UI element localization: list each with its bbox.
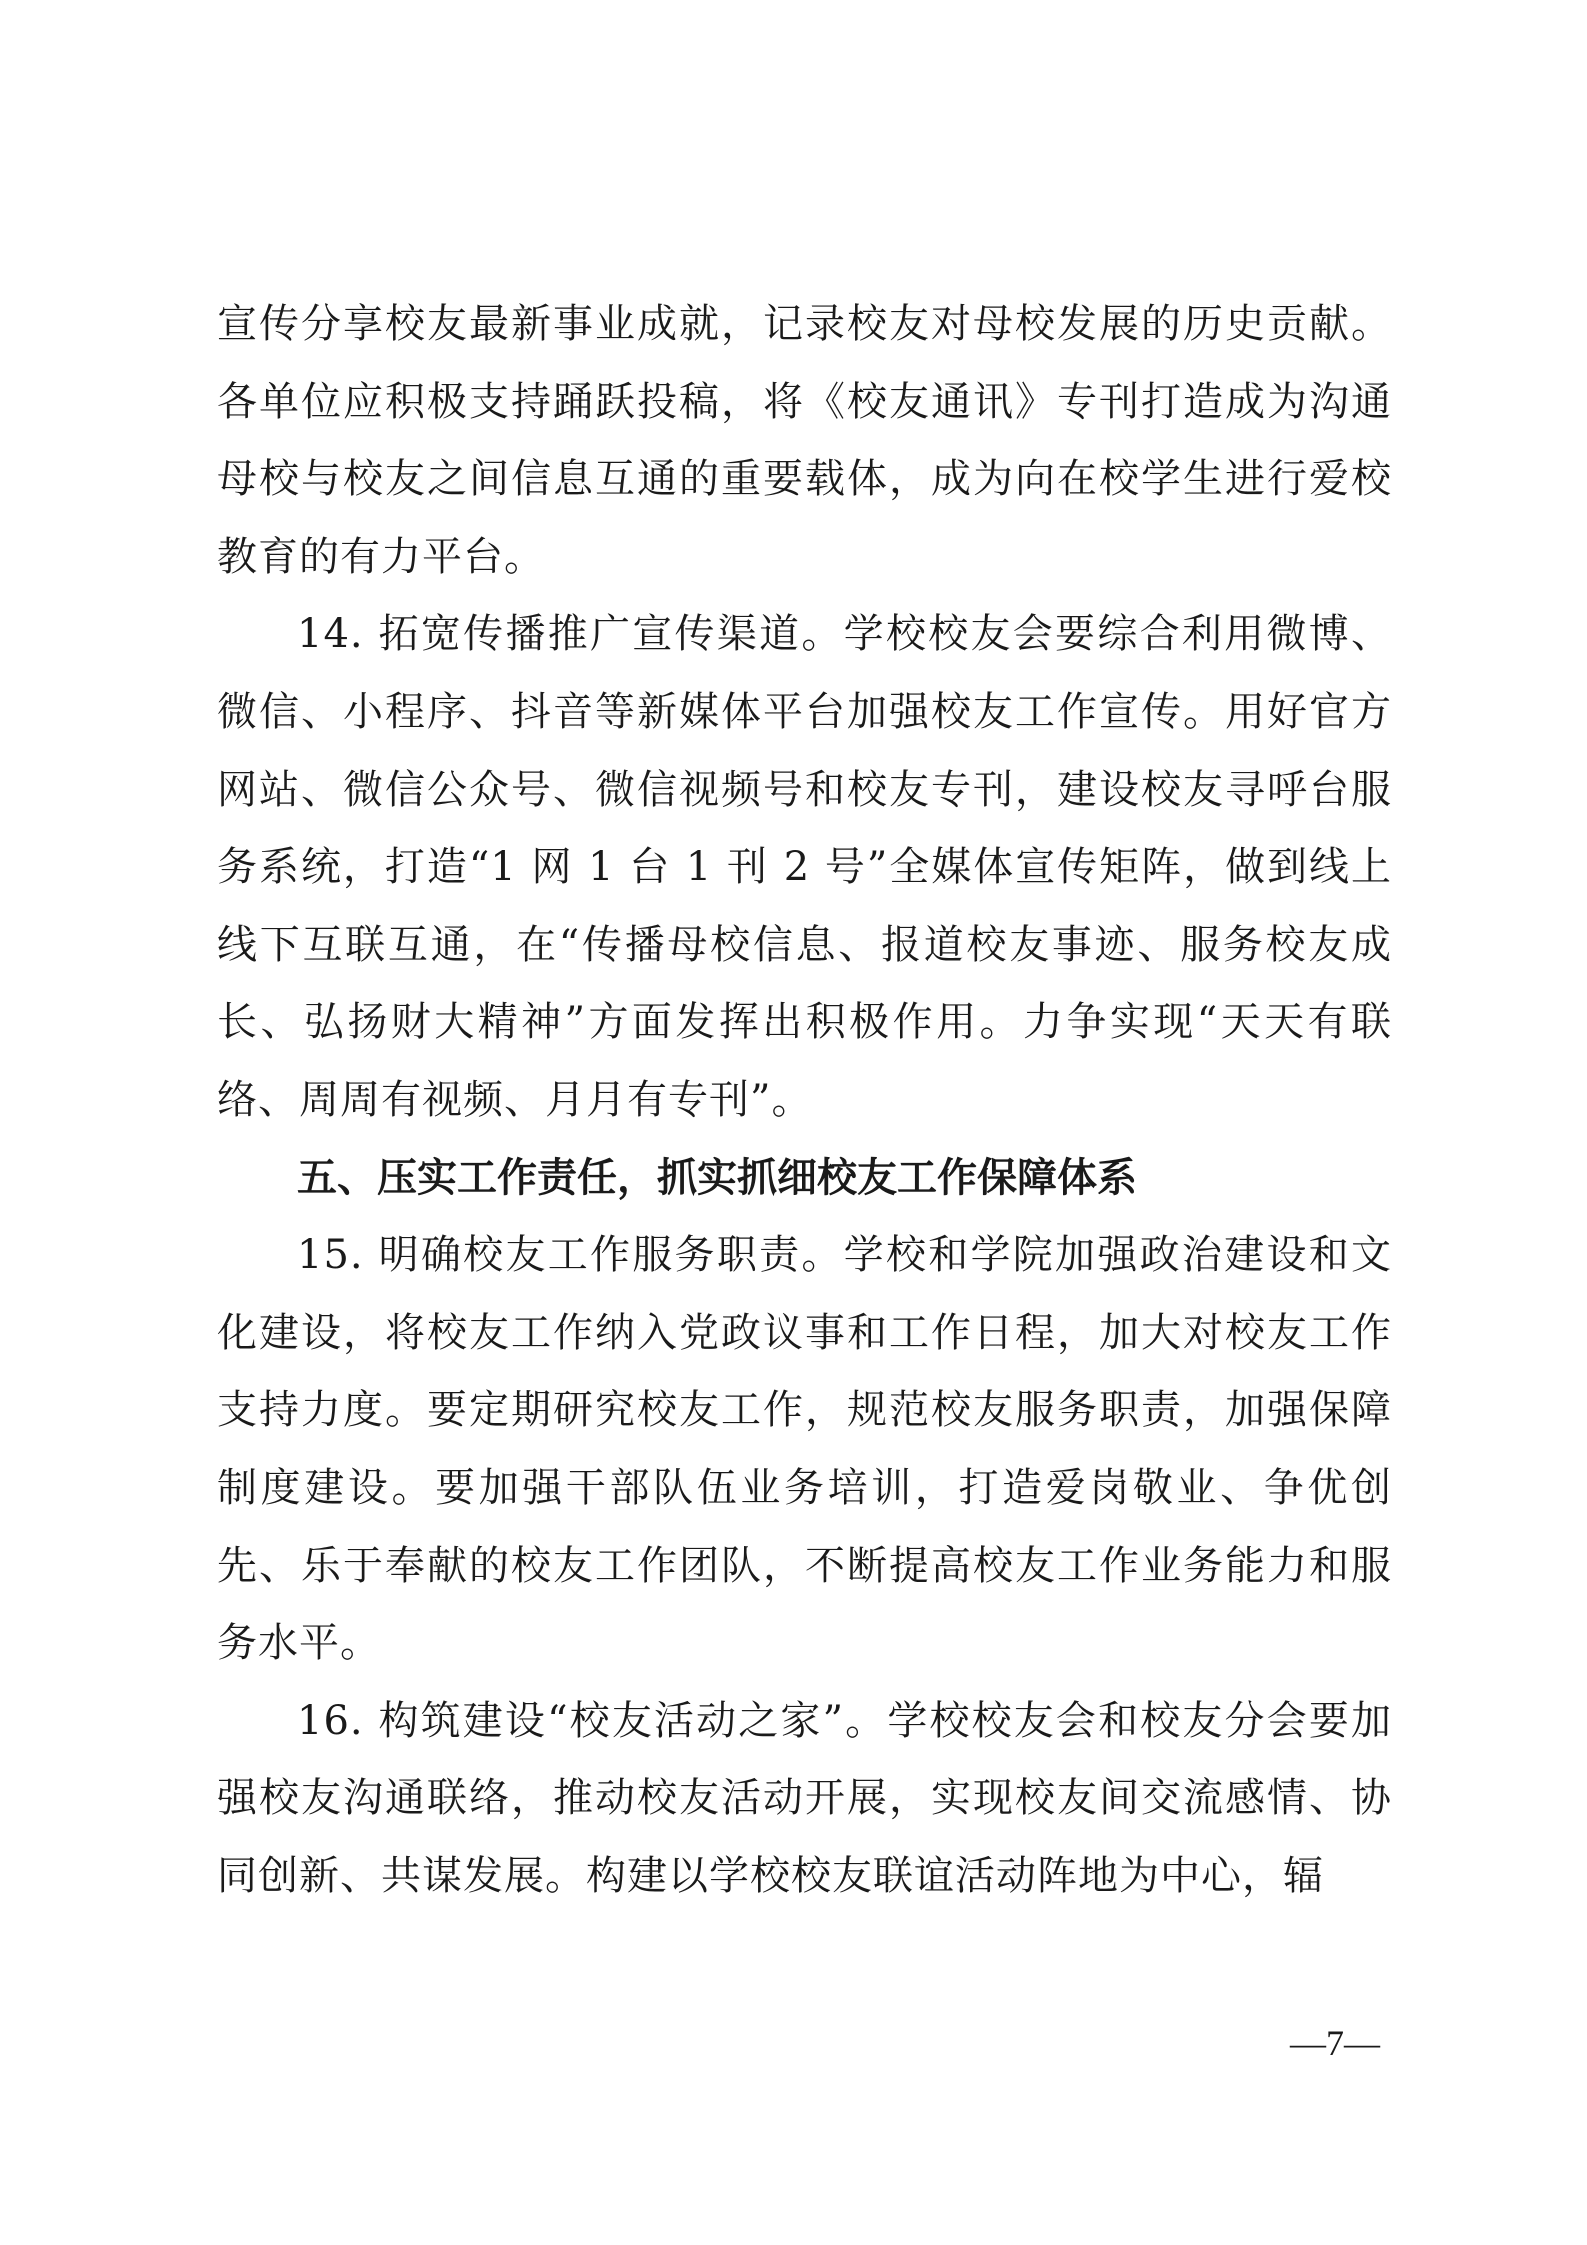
paragraph-continuation: 宣传分享校友最新事业成就，记录校友对母校发展的历史贡献。各单位应积极支持踊跃投稿，将《校友通讯》专刊打造成为沟通母校与校友之间信息互通的重要载体，成为向在校学生进行爱校教育的有力平台。 (217, 301, 1392, 580)
paragraph-item-16: 16. 构筑建设“校友活动之家”。学校校友会和校友分会要加强校友沟通联络，推动校友活动开展，实现校友间交流感情、协同创新、共谋发展。构建以学校校友联谊活动阵地为中心，辐 (217, 1697, 1392, 1899)
page-number: —7— (1290, 2023, 1380, 2063)
paragraph-item-14: 14. 拓宽传播推广宣传渠道。学校校友会要综合利用微博、微信、小程序、抖音等新媒体平台加强校友工作宣传。用好官方网站、微信公众号、微信视频号和校友专刊，建设校友寻呼台服务系统，打造“1 网 1 台 1 刊 2 号”全媒体宣传矩阵，做到线上线下互联互通，在“传播母校信息、报道校友事迹、服务校友成长、弘扬财大精神”方面发挥出积极作用。力争实现“天天有联络、周周有视频、月月有专刊”。 (217, 611, 1392, 1123)
body-text (217, 286, 1392, 1915)
section-heading: 五、压实工作责任，抓实抓细校友工作保障体系 (297, 1154, 1137, 1201)
paragraph-item-15: 15. 明确校友工作服务职责。学校和学院加强政治建设和文化建设，将校友工作纳入党政议事和工作日程，加大对校友工作支持力度。要定期研究校友工作，规范校友服务职责，加强保障制度建设。要加强干部队伍业务培训，打造爱岗敬业、争优创先、乐于奉献的校友工作团队，不断提高校友工作业务能力和服务水平。 (217, 1232, 1392, 1667)
